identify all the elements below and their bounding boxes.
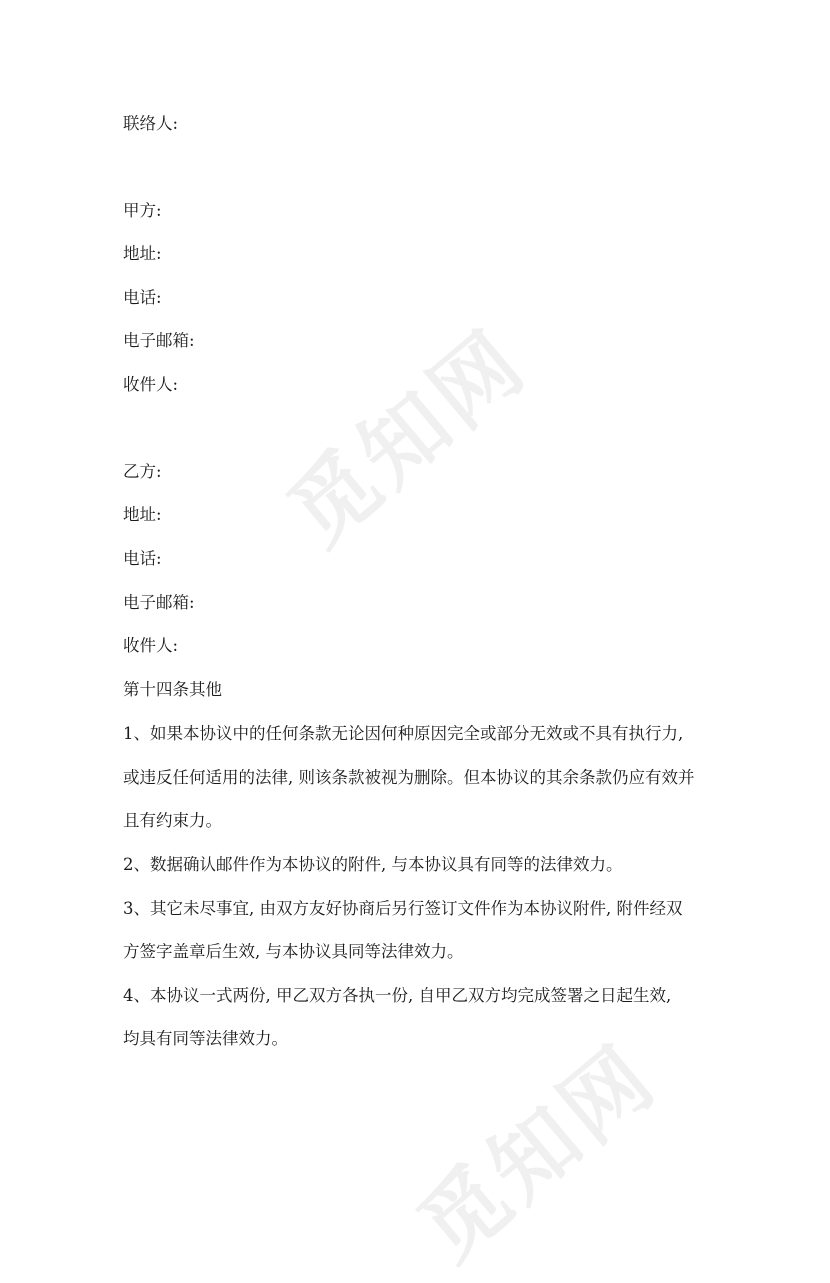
party-b-address-label: 地址:	[123, 505, 162, 524]
party-a-email-label: 电子邮箱:	[123, 331, 195, 350]
party-a-label: 甲方:	[123, 201, 162, 220]
clause-1-line-1: 1、如果本协议中的任何条款无论因何种原因完全或部分无效或不具有执行力,	[123, 724, 684, 743]
party-a-phone-label: 电话:	[123, 288, 162, 307]
party-b-label: 乙方:	[123, 462, 162, 481]
clause-3-line-1: 3、其它未尽事宜, 由双方友好协商后另行签订文件作为本协议附件, 附件经双	[123, 899, 683, 918]
clause-1-line-2: 或违反任何适用的法律, 则该条款被视为删除。但本协议的其余条款仍应有效并	[123, 768, 695, 787]
party-a-address-label: 地址:	[123, 244, 162, 263]
clause-3-line-2: 方签字盖章后生效, 与本协议具同等法律效力。	[123, 942, 464, 961]
party-b-phone-label: 电话:	[123, 549, 162, 568]
clause-4-line-1: 4、本协议一式两份, 甲乙双方各执一份, 自甲乙双方均完成签署之日起生效,	[123, 986, 672, 1005]
article-14-heading: 第十四条其他	[123, 680, 222, 699]
watermark: 觅知网	[400, 1026, 676, 1281]
clause-2: 2、数据确认邮件作为本协议的附件, 与本协议具有同等的法律效力。	[123, 855, 623, 874]
clause-4-line-2: 均具有同等法律效力。	[123, 1029, 288, 1048]
party-b-email-label: 电子邮箱:	[123, 593, 195, 612]
clause-1-line-3: 且有约束力。	[123, 811, 222, 830]
watermark: 觅知网	[270, 311, 546, 566]
party-b-recipient-label: 收件人:	[123, 636, 179, 655]
party-a-recipient-label: 收件人:	[123, 375, 179, 394]
contact-person-label: 联络人:	[123, 114, 179, 133]
